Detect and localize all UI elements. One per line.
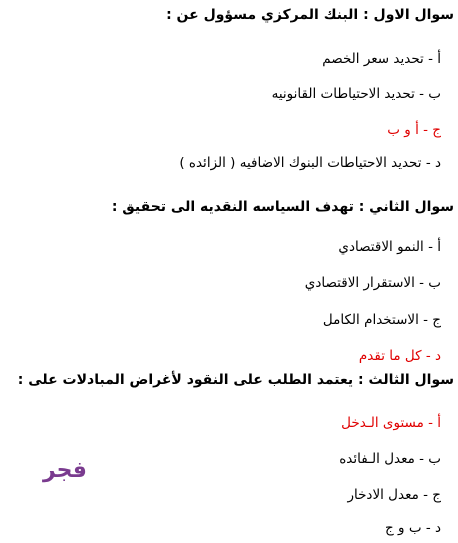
question-1-option-c: ج - أ و ب [387, 122, 441, 138]
question-2-option-d: د - كل ما تقدم [358, 348, 441, 364]
question-3-title: سوال الثالث : يعتمد الطلب على النقود لأغراض المبادلات على : [17, 372, 454, 388]
author-signature: فجر [43, 458, 87, 483]
question-2-option-c: ج - الاستخدام الكامل [322, 312, 441, 328]
question-3-option-c: ج - معدل الادخار [347, 487, 441, 503]
question-1-option-a: أ - تحديد سعر الخصم [322, 51, 441, 67]
question-2-option-b: ب - الاستقرار الاقتصادي [304, 275, 441, 291]
question-3-option-d: د - ب و ج [385, 520, 441, 536]
question-2-title: سوال الثاني : تهدف السياسه النقديه الى تحقيق : [111, 199, 454, 215]
question-3-option-a: أ - مستوى الـدخل [341, 415, 441, 431]
question-1-title: سوال الاول : البنك المركزي مسؤول عن : [166, 7, 454, 23]
question-3-option-b: ب - معدل الـفائده [339, 451, 441, 467]
question-1-option-b: ب - تحديد الاحتياطات القانونيه [271, 86, 441, 102]
question-1-option-d: د - تحديد الاحتياطات البنوك الاضافيه ( الزائده ) [179, 155, 441, 171]
question-2-option-a: أ - النمو الاقتصادي [338, 239, 441, 255]
